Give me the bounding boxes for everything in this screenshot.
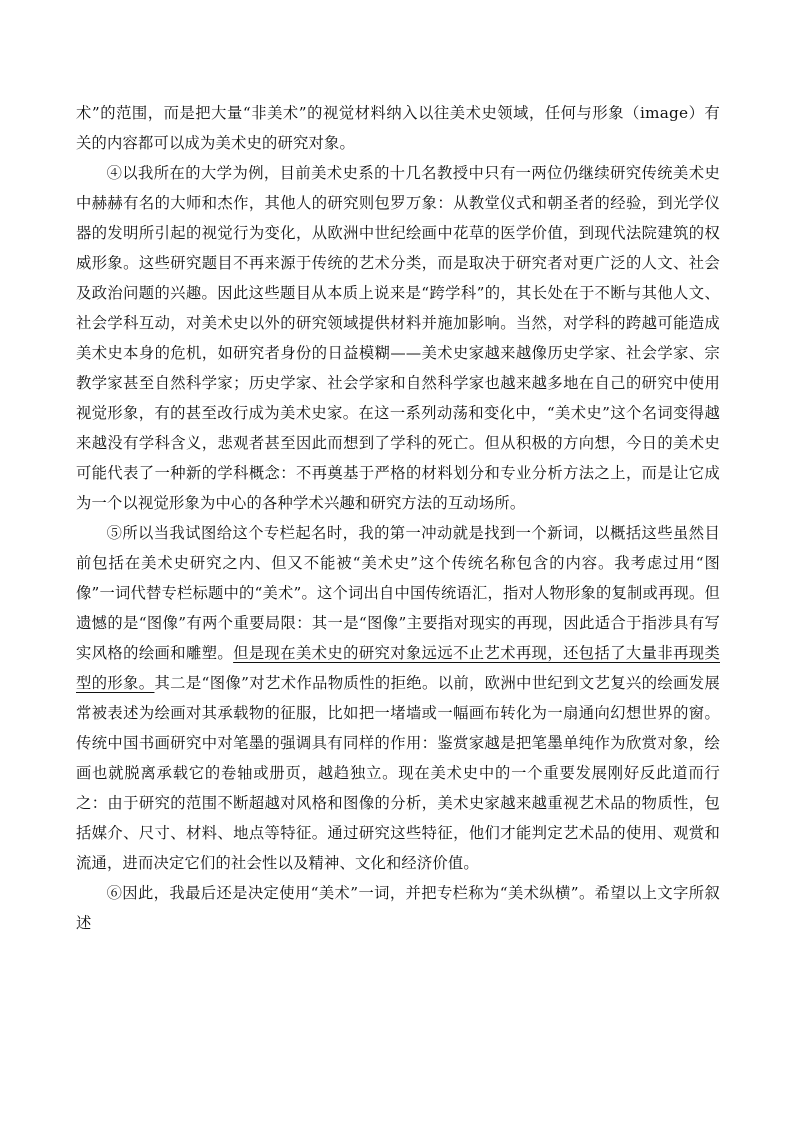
paragraph-text: 术”的范围，而是把大量“非美术”的视觉材料纳入以往美术史领域，任何与形象（image）有关的内容都可以成为美术史的研究对象。: [76, 104, 720, 152]
paragraph-text: 其二是“图像”对艺术作品物质性的拒绝。以前，欧洲中世纪到文艺复兴的绘画发展常被表述为绘画对其承载物的征服，比如把一堵墙或一幅画布转化为一扇通向幻想世界的窗。传统中国书画研究中对笔墨的强调具有同样的作用：鉴赏家越是把笔墨单纯作为欣赏对象，绘画也就脱离承载它的卷轴或册页，越趋独立。现在美术史中的一个重要发展刚好反此道而行之：由于研究的范围不断超越对风格和图像的分析，美术史家越来越重视艺术品的物质性，包括媒介、尺寸、材料、地点等特征。通过研究这些特征，他们才能判定艺术品的使用、观赏和流通，进而决定它们的社会性以及精神、文化和经济价值。: [76, 674, 720, 872]
paragraph-text: ⑥因此，我最后还是决定使用“美术”一词，并把专栏称为“美术纵横”。希望以上文字所叙述: [76, 884, 720, 932]
paragraph-6: [76, 878, 720, 938]
paragraph-5: [76, 518, 720, 878]
underlined-sentence: 但是现在美术史的研究对象远远不止艺术再现，还包括了大量非再现类型的形象。: [76, 644, 720, 692]
paragraph-4: [76, 158, 720, 518]
document-page: [76, 98, 720, 938]
paragraph-text: ⑤所以当我试图给这个专栏起名时，我的第一冲动就是找到一个新词，以概括这些虽然目前包括在美术史研究之内、但又不能被“美术史”这个传统名称包含的内容。我考虑过用“图像”一词代替专栏标题中的“美术”。这个词出自中国传统语汇，指对人物形象的复制或再现。但遗憾的是“图像”有两个重要局限：其一是“图像”主要指对现实的再现，因此适合于指涉具有写实风格的绘画和雕塑。: [76, 524, 720, 662]
paragraph-text: ④以我所在的大学为例，目前美术史系的十几名教授中只有一两位仍继续研究传统美术史中赫赫有名的大师和杰作，其他人的研究则包罗万象：从教堂仪式和朝圣者的经验，到光学仪器的发明所引起的视觉行为变化，从欧洲中世纪绘画中花草的医学价值，到现代法院建筑的权威形象。这些研究题目不再来源于传统的艺术分类，而是取决于研究者对更广泛的人文、社会及政治问题的兴趣。因此这些题目从本质上说来是“跨学科”的，其长处在于不断与其他人文、社会学科互动，对美术史以外的研究领域提供材料并施加影响。当然，对学科的跨越可能造成美术史本身的危机，如研究者身份的日益模糊——美术史家越来越像历史学家、社会学家、宗教学家甚至自然科学家；历史学家、社会学家和自然科学家也越来越多地在自己的研究中使用视觉形象，有的甚至改行成为美术史家。在这一系列动荡和变化中，“美术史”这个名词变得越来越没有学科含义，悲观者甚至因此而想到了学科的死亡。但从积极的方向想，今日的美术史可能代表了一种新的学科概念：不再奠基于严格的材料划分和专业分析方法之上，而是让它成为一个以视觉形象为中心的各种学术兴趣和研究方法的互动场所。: [76, 164, 720, 512]
paragraph-continuation: [76, 98, 720, 158]
